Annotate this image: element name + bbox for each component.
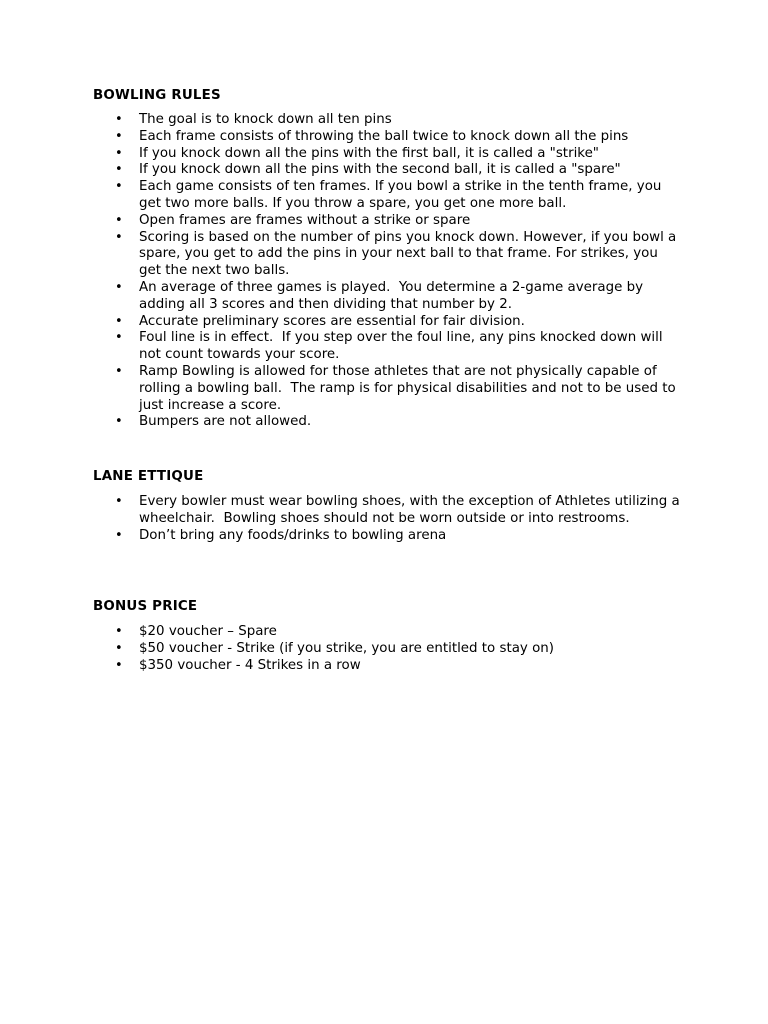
list-item xyxy=(93,330,684,364)
bullet-icon: • xyxy=(115,313,123,329)
list-item-text: Accurate preliminary scores are essential for fair division. xyxy=(139,313,525,329)
bullet-icon: • xyxy=(115,363,123,379)
lane-ettique-list xyxy=(93,494,693,544)
list-item xyxy=(93,112,684,129)
list-item-text: If you knock down all the pins with the first ball, it is called a "strike" xyxy=(139,145,599,161)
list-item xyxy=(93,146,684,163)
bullet-icon: • xyxy=(115,229,123,245)
list-item-text: Bumpers are not allowed. xyxy=(139,414,312,430)
bullet-icon: • xyxy=(115,657,123,673)
list-item xyxy=(93,314,684,331)
bowling-rules-list xyxy=(93,112,693,431)
section-title-lane-ettique: LANE ETTIQUE xyxy=(93,469,204,484)
bullet-icon: • xyxy=(115,112,123,127)
list-item-text: Each game consists of ten frames. If you bowl a strike in the tenth frame, you get two more balls. If you throw a spare, you get one more ball. xyxy=(139,179,666,211)
bullet-icon: • xyxy=(115,624,123,639)
list-item-text: $20 voucher – Spare xyxy=(139,624,277,639)
list-item xyxy=(93,528,684,545)
bullet-icon: • xyxy=(115,145,123,161)
bullet-icon: • xyxy=(115,162,123,178)
list-item-text: Scoring is based on the number of pins you knock down. However, if you bowl a spare, you get to add the pins in your next ball to that frame. For strikes, you get the next two balls. xyxy=(139,229,681,279)
section-title-bonus-price: BONUS PRICE xyxy=(93,599,198,614)
list-item xyxy=(93,641,684,658)
list-item-text: Ramp Bowling is allowed for those athletes that are not physically capable of rolling a bowling ball. The ramp is for physical disabilities and not to be used to just increase a score. xyxy=(139,363,680,413)
bullet-icon: • xyxy=(115,179,123,195)
bullet-icon: • xyxy=(115,279,123,295)
list-item-text: Open frames are frames without a strike or spare xyxy=(139,212,471,228)
section-bonus-price xyxy=(93,598,693,674)
bullet-icon: • xyxy=(115,330,123,346)
bonus-price-list xyxy=(93,624,693,674)
list-item xyxy=(93,494,684,528)
list-item xyxy=(93,213,684,230)
list-item-text: Every bowler must wear bowling shoes, with the exception of Athletes utilizing a wheelchair. Bowling shoes should not be worn outside or into restrooms. xyxy=(139,494,685,526)
list-item-text: The goal is to knock down all ten pins xyxy=(139,112,392,127)
bullet-icon: • xyxy=(115,414,123,430)
section-title-bowling-rules: BOWLING RULES xyxy=(93,88,221,103)
list-item xyxy=(93,624,684,641)
list-item-text: An average of three games is played. You determine a 2-game average by adding all 3 scores and then dividing that number by 2. xyxy=(139,279,648,312)
list-item-text: $50 voucher - Strike (if you strike, you are entitled to stay on) xyxy=(139,640,555,656)
list-item-text: Don’t bring any foods/drinks to bowling arena xyxy=(139,527,447,543)
list-item xyxy=(93,658,684,675)
list-item xyxy=(93,280,684,314)
bullet-icon: • xyxy=(115,212,123,228)
bullet-icon: • xyxy=(115,640,123,656)
list-item-text: Each frame consists of throwing the ball twice to knock down all the pins xyxy=(139,128,629,144)
list-item-text: Foul line is in effect. If you step over the foul line, any pins knocked down will not count towards your score. xyxy=(139,330,667,363)
bullet-icon: • xyxy=(115,494,123,509)
list-item xyxy=(93,364,684,414)
list-item-text: If you knock down all the pins with the second ball, it is called a "spare" xyxy=(139,162,621,178)
list-item xyxy=(93,414,684,431)
list-item xyxy=(93,162,684,179)
list-item xyxy=(93,179,684,213)
bullet-icon: • xyxy=(115,128,123,144)
list-item-text: $350 voucher - 4 Strikes in a row xyxy=(139,657,361,673)
list-item xyxy=(93,129,684,146)
section-lane-ettique xyxy=(93,468,693,544)
section-bowling-rules xyxy=(93,87,693,431)
list-item xyxy=(93,230,684,280)
bullet-icon: • xyxy=(115,527,123,543)
